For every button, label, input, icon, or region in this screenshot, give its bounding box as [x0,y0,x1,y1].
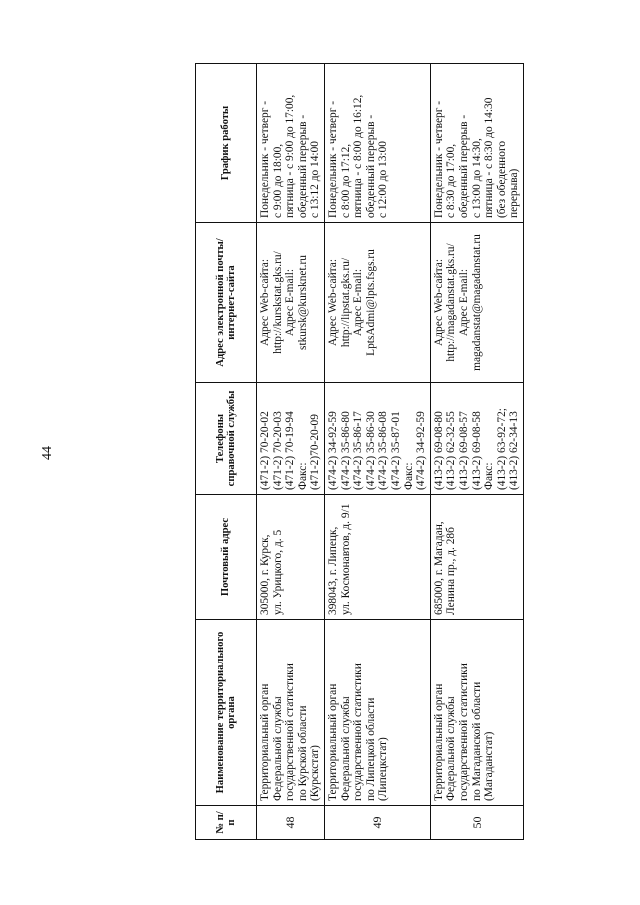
cell-schedule [430,64,523,223]
cell-phones-line: (474-2) 34-92-59 [326,411,339,490]
header-phones: Телефоны справочной службы [196,383,257,495]
cell-schedule-line: обеденный перерыв - [364,114,377,218]
territorial-bodies-table [195,63,524,840]
cell-schedule-line: перерыва) [508,168,521,218]
rotated-table-container [195,64,521,840]
cell-name-line: (Магаданстат) [483,731,496,801]
cell-schedule [324,64,430,223]
cell-name-line: по Курской области [296,705,309,801]
cell-address-line: ул. Космонавтов, д. 9/1 [339,503,352,615]
cell-name-line: Федеральной службы [339,696,352,801]
cell-web [430,223,523,383]
cell-schedule-line: с 12:00 до 13:00 [377,141,390,218]
cell-address [324,495,430,620]
cell-schedule-line: Понедельник - четверг - [326,100,339,218]
cell-web-line: Адрес E-mail: [284,268,297,337]
table-body [257,64,524,840]
table-row [430,64,523,840]
cell-name-line: (Липецкстат) [377,737,390,801]
cell-name-line: Территориальный орган [326,683,339,801]
cell-name-line: по Липецкой области [364,697,377,801]
cell-web-line: http://magadanstat.gks.ru/ [445,243,458,362]
cell-phones [257,383,325,495]
cell-web [257,223,325,383]
cell-phones-line: (474-2) 34-92-59 [415,411,428,490]
cell-name-line: государственной статистики [352,663,365,801]
cell-address [430,495,523,620]
cell-web [324,223,430,383]
cell-web-line: LptsAdmi@lpts.fsgs.ru [364,249,377,356]
page-number: 44 [40,446,55,460]
cell-web-line: http://kurskstat.gks.ru/ [271,251,284,354]
header-schedule: График работы [196,64,257,223]
cell-schedule-line: пятница - с 8:30 до 14:30 [483,97,496,218]
cell-name [324,620,430,806]
cell-phones-line: (471-2) 70-20-03 [271,411,284,490]
cell-name-line: Территориальный орган [259,683,271,801]
cell-schedule-line: с 8:30 до 17:00, [445,143,458,218]
cell-address [257,495,325,620]
cell-schedule-line: с 9:00 до 18:00, [271,143,284,218]
table-row [257,64,325,840]
cell-phones-line: (471-2)70-20-09 [309,414,322,490]
cell-schedule-line: с 13:00 до 14:30, [470,138,483,218]
cell-name-line: государственной статистики [284,663,297,801]
cell-phones-line: Факс: [296,462,309,490]
cell-address-line: 685000, г. Магадан, [432,521,445,615]
cell-address-line: 305000, г. Курск, [259,534,271,615]
cell-name-line: Федеральной службы [271,696,284,801]
cell-schedule-line: обеденный перерыв - [457,114,470,218]
cell-phones-line: (413-2) 69-08-57 [457,411,470,490]
cell-phones-line: (474-2) 35-86-17 [352,411,365,490]
cell-web-line: stkursk@kursknet.ru [296,255,309,350]
cell-schedule-line: с 13:12 до 14:00 [309,141,322,218]
cell-name-line: (Курскстат) [309,745,322,801]
cell-web-line: Адрес Web-сайта: [259,258,271,347]
cell-schedule-line: (без обеденного [495,140,508,218]
cell-web-line: http://lipstat.gks.ru/ [339,257,352,348]
cell-phones-line: (413-2) 69-08-58 [470,411,483,490]
cell-name [430,620,523,806]
cell-name [257,620,325,806]
cell-phones [324,383,430,495]
header-row [196,64,257,840]
cell-phones [430,383,523,495]
cell-name-line: государственной статистики [457,663,470,801]
cell-phones-line: (413-2) 69-08-80 [432,411,445,490]
cell-schedule-line: с 8:00 до 17:12, [339,143,352,218]
header-num: № п/п [196,806,257,840]
header-web: Адрес электронной почты/ интернет-сайта [196,223,257,383]
cell-phones-line: (474-2) 35-86-30 [364,411,377,490]
header-address: Почтовый адрес [196,495,257,620]
cell-phones-line: (474-2) 35-86-80 [339,411,352,490]
cell-phones-line: (471-2) 70-20-02 [259,411,271,490]
cell-web-line: Адрес E-mail: [352,268,365,337]
cell-schedule-line: обеденный перерыв - [296,114,309,218]
row-number: 50 [430,806,523,840]
cell-schedule [257,64,325,223]
cell-phones-line: (413-2) 62-32-55 [445,411,458,490]
cell-web-line: Адрес E-mail: [457,268,470,337]
cell-schedule-line: Понедельник - четверг - [432,100,445,218]
cell-name-line: Территориальный орган [432,683,445,801]
cell-schedule-line: пятница - с 9:00 до 17:00, [284,94,297,218]
cell-name-line: Федеральной службы [445,696,458,801]
cell-address-line: ул. Урицкого, д. 5 [271,529,284,615]
cell-phones-line: (474-2) 35-86-08 [377,411,390,490]
cell-phones-line: (413-2) 63-92-72; [495,408,508,490]
cell-name-line: по Магаданской области [470,681,483,801]
cell-phones-line: Факс: [402,462,415,490]
cell-address-line: 398043, г. Липецк, [326,526,339,615]
cell-web-line: Адрес Web-сайта: [326,258,339,347]
cell-schedule-line: Понедельник - четверг - [259,100,271,218]
header-name: Наименование территориального органа [196,620,257,806]
cell-phones-line: Факс: [483,462,496,490]
cell-web-line: magadanstat@magadanstat.ru [470,234,483,371]
table-row [324,64,430,840]
row-number: 49 [324,806,430,840]
cell-phones-line: (471-2) 70-19-94 [284,411,297,490]
cell-phones-line: (474-2) 35-87-01 [389,411,402,490]
row-number: 48 [257,806,325,840]
cell-web-line: Адрес Web-сайта: [432,258,445,347]
cell-schedule-line: пятница - с 8:00 до 16:12, [352,94,365,218]
cell-address-line: Ленина пр., д. 28б [445,527,458,615]
cell-phones-line: (413-2) 62-34-13 [508,411,521,490]
